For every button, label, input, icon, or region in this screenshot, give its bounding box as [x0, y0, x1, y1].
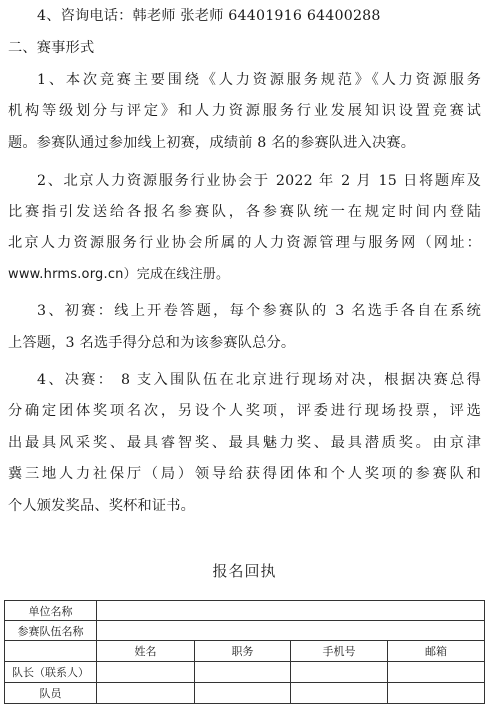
paragraph-line: 题。参赛队通过参加线上初赛，成绩前 8 名的参赛队进入决赛。 — [8, 135, 416, 151]
leader-title-cell[interactable] — [195, 662, 291, 683]
paragraph-line: 2、北京人力资源服务行业协会于 2022 年 2 月 15 日将题库及 — [37, 173, 481, 189]
member-email-cell[interactable] — [388, 683, 485, 704]
registration-form-table — [4, 600, 485, 704]
header-phone: 手机号 — [291, 641, 388, 662]
leader-label: 队长（联系人） — [5, 662, 97, 683]
paragraph-line: 比赛指引发送给各报名参赛队，各参赛队统一在规定时间内登陆 — [8, 204, 481, 220]
unit-value-cell[interactable] — [97, 601, 485, 621]
header-email: 邮箱 — [388, 641, 485, 662]
paragraph-line: 个人颁发奖品、奖杯和证书。 — [8, 498, 196, 514]
team-value-cell[interactable] — [97, 621, 485, 641]
paragraph-line: 机构等级划分与评定》和人力资源服务行业发展知识设置竞赛试 — [8, 103, 481, 119]
form-title: 报名回执 — [212, 562, 277, 580]
member-name-cell[interactable] — [97, 683, 195, 704]
unit-row — [5, 601, 485, 621]
header-title: 职务 — [195, 641, 291, 662]
team-label: 参赛队伍名称 — [5, 621, 97, 641]
header-row — [5, 641, 485, 662]
paragraph-line: 1、本次竞赛主要围绕《人力资源服务规范》《人力资源服务 — [37, 72, 481, 88]
unit-label: 单位名称 — [5, 601, 97, 621]
blank-header-cell — [5, 641, 97, 662]
paragraph-line: 分确定团体奖项名次，另设个人奖项，评委进行现场投票，评选 — [8, 403, 481, 419]
paragraph-line: 3、初赛：线上开卷答题，每个参赛队的 3 名选手各自在系统 — [37, 303, 481, 319]
member-phone-cell[interactable] — [291, 683, 388, 704]
section-heading: 二、赛事形式 — [8, 40, 95, 56]
header-name: 姓名 — [97, 641, 195, 662]
leader-email-cell[interactable] — [388, 662, 485, 683]
paragraph-line: 出最具风采奖、最具睿智奖、最具魅力奖、最具潜质奖。由京津 — [8, 435, 481, 451]
paragraph-line: 上答题，3 名选手得分总和为该参赛队总分。 — [8, 335, 296, 351]
leader-name-cell[interactable] — [97, 662, 195, 683]
paragraph-line: 北京人力资源服务行业协会所属的人力资源管理与服务网（网址： — [8, 235, 481, 251]
leader-phone-cell[interactable] — [291, 662, 388, 683]
member-row — [5, 683, 485, 704]
url-line: www.hrms.org.cn）完成在线注册。 — [8, 267, 230, 282]
paragraph-line: 4、决赛： 8 支入围队伍在北京进行现场对决，根据决赛总得 — [37, 372, 481, 388]
paragraph-line: 冀三地人力社保厅（局）领导给获得团体和个人奖项的参赛队和 — [8, 466, 481, 482]
team-row — [5, 621, 485, 641]
contact-line: 4、咨询电话：韩老师 张老师 64401916 64400288 — [37, 8, 381, 24]
leader-row — [5, 662, 485, 683]
member-label: 队员 — [5, 683, 97, 704]
member-title-cell[interactable] — [195, 683, 291, 704]
